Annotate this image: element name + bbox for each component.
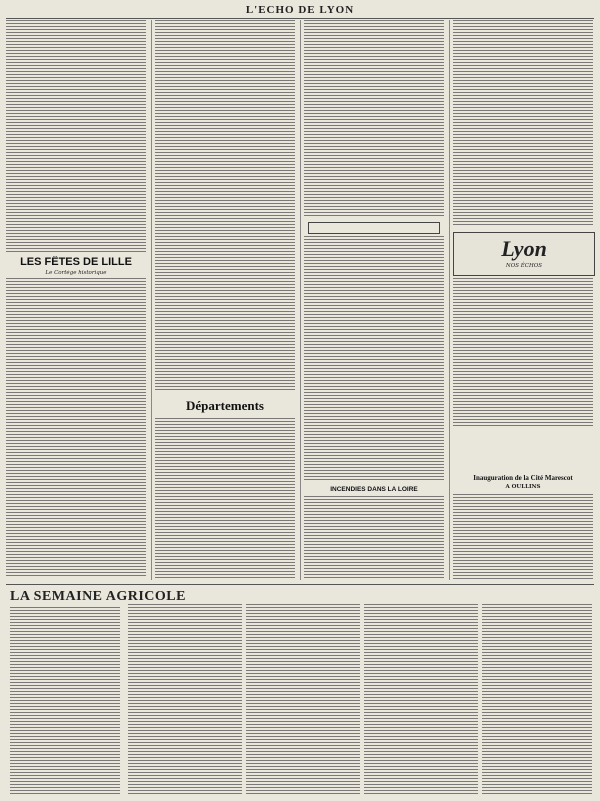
- agri-column: [482, 604, 592, 794]
- section-rule: [6, 584, 594, 585]
- headline-incendies: INCENDIES DANS LA LOIRE: [330, 486, 418, 493]
- column-rule: [151, 20, 152, 580]
- agri-column: [364, 604, 478, 794]
- headline-fetes-de-lille: LES FÊTES DE LILLE: [20, 256, 132, 268]
- article-text: [6, 20, 146, 252]
- article-text: [6, 278, 146, 578]
- agri-column: [10, 607, 120, 794]
- subheadline-cortege: Le Cortège historique: [45, 270, 107, 276]
- article-text: [304, 496, 444, 580]
- newspaper-page: [6, 4, 594, 797]
- column-rule: [300, 20, 301, 580]
- lyon-title: Lyon: [501, 236, 547, 261]
- article-text: [155, 418, 295, 580]
- article-text: [453, 494, 593, 580]
- article-text: [453, 20, 593, 226]
- column-rule: [449, 20, 450, 580]
- headline-inauguration: Inauguration de la Cité Marescot: [473, 474, 573, 482]
- article-text: [304, 236, 444, 482]
- headline-semaine-agricole: LA SEMAINE AGRICOLE: [10, 589, 186, 604]
- headline-departements: Départements: [186, 398, 264, 413]
- boxed-notice: [308, 222, 440, 234]
- article-text: [453, 278, 593, 428]
- article-text: [304, 20, 444, 218]
- subheadline-oullins: A OULLINS: [505, 484, 541, 490]
- masthead: L'ECHO DE LYON: [6, 4, 594, 19]
- lyon-subtitle: NOS ÉCHOS: [505, 263, 543, 269]
- agri-column: [128, 604, 242, 794]
- lyon-section-header: [453, 232, 595, 276]
- article-text: [155, 20, 295, 392]
- agri-column: [246, 604, 360, 794]
